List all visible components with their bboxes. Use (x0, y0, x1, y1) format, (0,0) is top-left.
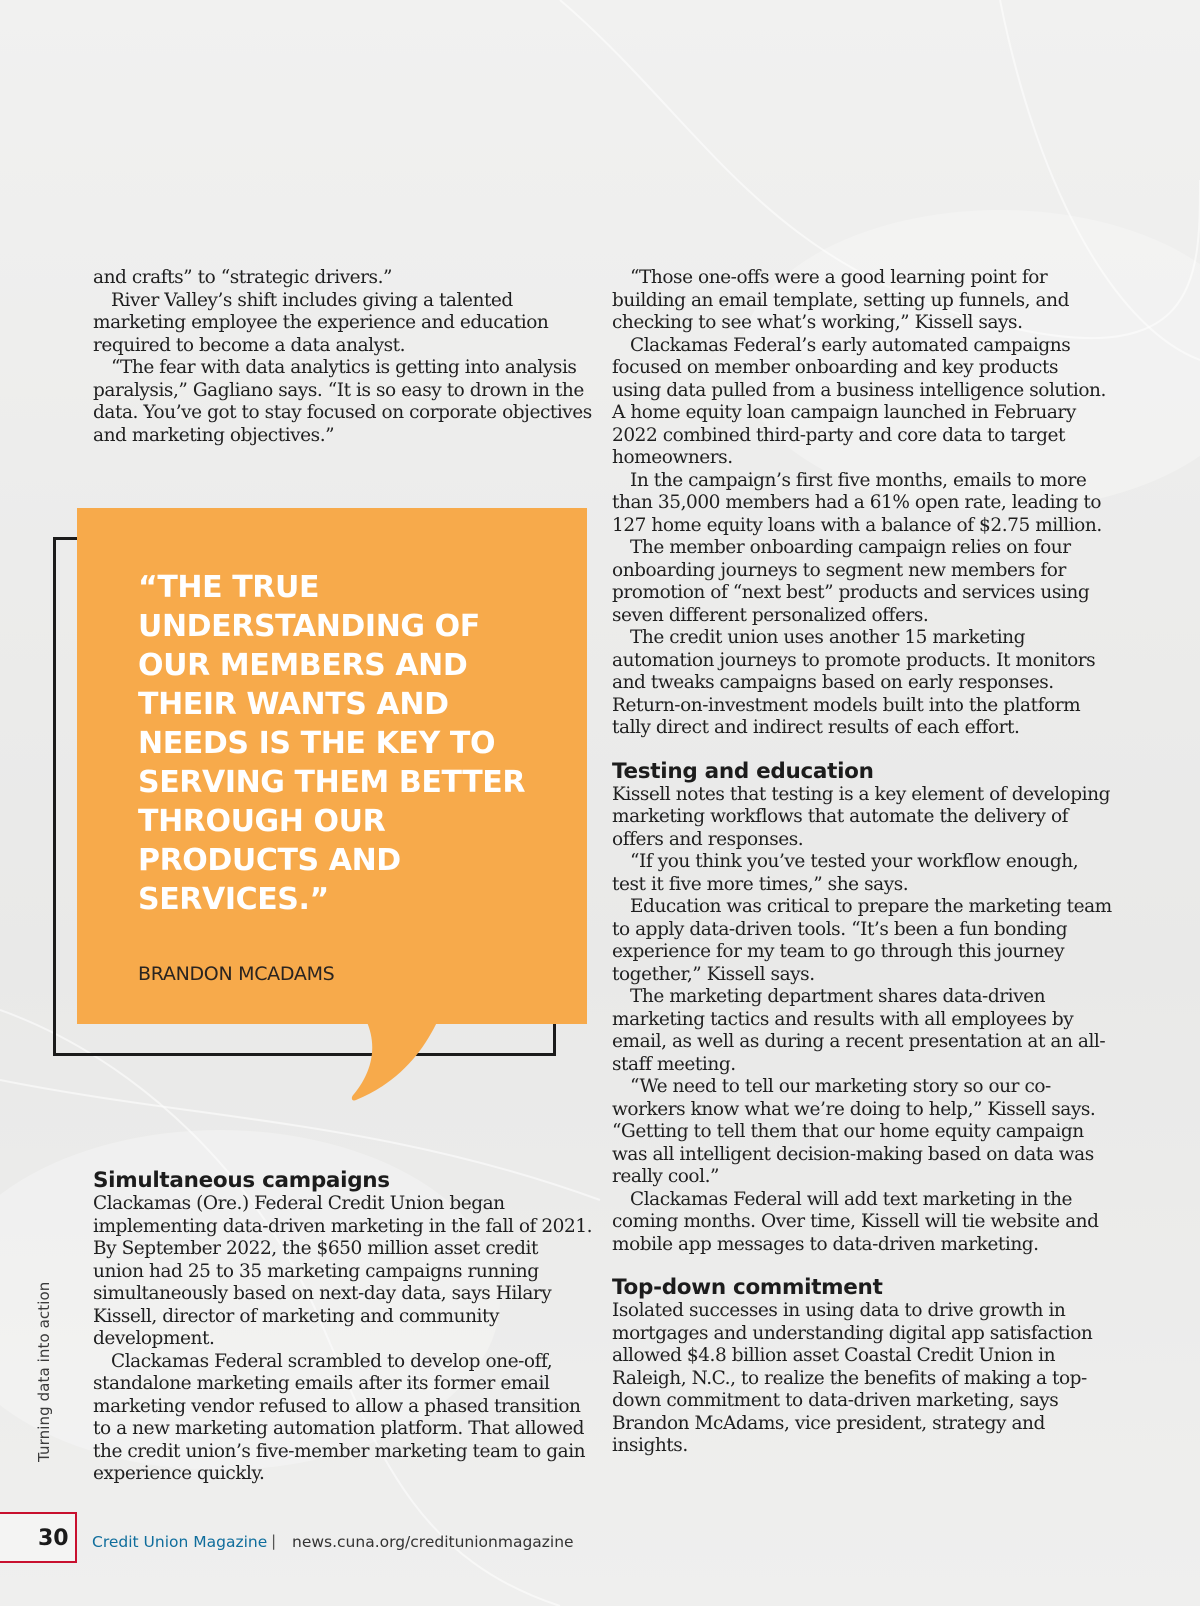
paragraph: Clackamas Federal will add text marketing in the coming months. Over time, Kissell will tie website and mobile app messages to data-driven marketing. (612, 1188, 1099, 1255)
paragraph: The member onboarding campaign relies on four onboarding journeys to segment new members for promotion of “next best” products and services using seven different personalized offers. (612, 537, 1090, 626)
paragraph: Clackamas Federal scrambled to develop one-off, standalone marketing emails after its former email marketing vendor refused to allow a phased transition to a new marketing automation platform. That allowed the credit union’s five-member marketing team to gain experience quickly. (93, 1350, 586, 1484)
section-heading: Testing and education (612, 758, 874, 784)
footer-url[interactable]: news.cuna.org/creditunionmagazine (292, 1533, 574, 1551)
paragraph: In the campaign’s first five months, emails to more than 35,000 members had a 61% open rate, leading to 127 home equity loans with a balance of $2.75 million. (612, 469, 1102, 536)
speech-bubble-tail (350, 1020, 440, 1102)
left-column-bottom (93, 1169, 593, 1486)
paragraph: River Valley’s shift includes giving a talented marketing employee the experience and education required to become a data analyst. (93, 289, 549, 356)
page-number: 30 (38, 1526, 69, 1551)
footer-magazine-name: Credit Union Magazine (92, 1533, 268, 1551)
paragraph: Education was critical to prepare the marketing team to apply data-driven tools. “It’s been a fun bonding experience for my team to go through this journey together,” Kissell says. (612, 896, 1112, 985)
right-column (612, 267, 1112, 1458)
pull-quote-attribution: BRANDON MCADAMS (138, 963, 335, 985)
section-heading: Simultaneous campaigns (93, 1168, 390, 1193)
paragraph: The marketing department shares data-driven marketing tactics and results with all employees by email, as well as during a recent presentation at an all-staff meeting. (612, 986, 1106, 1075)
paragraph: “Those one-offs were a good learning point for building an email template, setting up funnels, and checking to see what’s working,” Kissell says. (612, 267, 1069, 333)
paragraph: “We need to tell our marketing story so our co-workers know what we’re doing to help,” Kissell says. “Getting to tell them that our home equity campaign was all intelligent decision-making based on data was really cool.” (612, 1076, 1096, 1187)
footer-separator: | (271, 1532, 277, 1550)
section-heading: Top-down commitment (612, 1275, 883, 1300)
paragraph: Clackamas (Ore.) Federal Credit Union began implementing data-driven marketing in the fall of 2021. By September 2022, the $650 million asset credit union had 25 to 35 marketing campaigns running simultaneously based on next-day data, says Hilary Kissell, director of marketing and community development. (93, 1193, 593, 1349)
left-column-top (93, 267, 593, 447)
section-side-tag: Turning data into action (35, 1281, 53, 1462)
paragraph: Isolated successes in using data to drive growth in mortgages and understanding digital app satisfaction allowed $4.8 billion asset Coastal Credit Union in Raleigh, N.C., to realize the benefits of making a top-down commitment to data-driven marketing, says Brandon McAdams, vice president, strategy and insights. (612, 1300, 1093, 1456)
paragraph: Clackamas Federal’s early automated campaigns focused on member onboarding and key products using data pulled from a business intelligence solution. A home equity loan campaign launched in February 2022 combined third-party and core data to target homeowners. (612, 334, 1106, 468)
paragraph: and crafts” to “strategic drivers.” (93, 267, 393, 288)
paragraph: Kissell notes that testing is a key element of developing marketing workflows that automate the delivery of offers and responses. (612, 783, 1110, 850)
paragraph: “If you think you’ve tested your workflow enough, test it five more times,” she says. (612, 851, 1079, 895)
pull-quote-text: “THE TRUE UNDERSTANDING OF OUR MEMBERS AND THEIR WANTS AND NEEDS IS THE KEY TO SERVING THEM BETTER THROUGH OUR PRODUCTS AND SERVICES.” (138, 570, 526, 917)
paragraph: The credit union uses another 15 marketing automation journeys to promote products. It monitors and tweaks campaigns based on early responses. Return-on-investment models built into the platform tally direct and indirect results of each effort. (612, 627, 1096, 738)
paragraph: “The fear with data analytics is getting into analysis paralysis,” Gagliano says. “It is so easy to drown in the data. You’ve got to stay focused on corporate objectives and marketing objectives.” (93, 357, 592, 446)
